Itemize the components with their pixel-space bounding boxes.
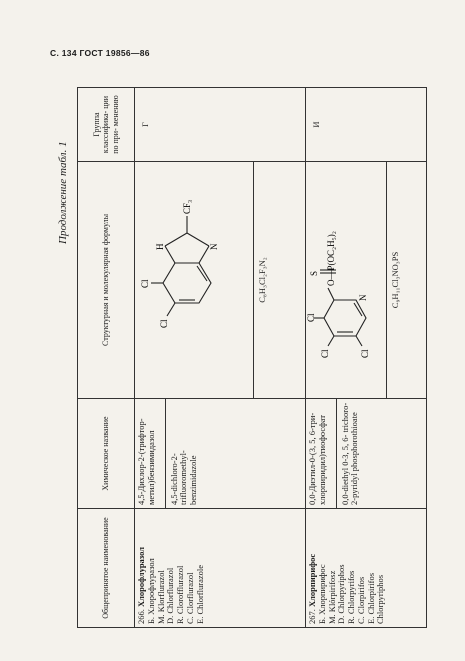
col-header-formula: Структурная и молекулярная формулы	[78, 162, 135, 399]
chem-name-en: 4,5-dichloro-2- trifluoromethyl- benzimidazole	[165, 399, 199, 508]
structure-drawing	[306, 162, 387, 398]
row-number: 266.	[136, 609, 146, 624]
synonym: М. Klórpirifosz	[326, 570, 337, 624]
group-cell: И	[306, 88, 427, 162]
compound-name: Хлорофлуразол	[136, 546, 146, 607]
table-caption: Продолжение табл. 1	[57, 141, 69, 244]
synonym: Б. Хлорпирифос	[316, 564, 327, 624]
chemical-name-cell	[306, 399, 427, 509]
chem-name-ru: 0,0-Диэтил-0-(3, 5, 6-три- хлорпиридил)тиофосфат	[307, 412, 327, 505]
synonym: Б. Хлорофлуразол	[145, 558, 156, 624]
synonym: E. Chlorflurazole	[194, 564, 205, 624]
struct-label-phosphate: O—P(OC₂H₅)₂	[326, 231, 336, 286]
compound-name: Хлорпирифос	[307, 553, 317, 607]
struct-label-cl: Cl	[159, 319, 169, 328]
col-header-common-name: Общепринятое наименование	[78, 509, 135, 628]
group-cell: Г	[135, 88, 306, 162]
chemical-name-cell	[135, 399, 306, 509]
structure-drawing	[135, 162, 254, 398]
compound-table	[77, 87, 427, 628]
struct-label-cf3: CF₃	[182, 199, 192, 214]
synonym: C. Clorflurazol	[184, 572, 195, 624]
benzimidazole-structure	[135, 168, 253, 398]
synonym: Chlorpyriphos	[375, 574, 386, 624]
chem-name-en: 0,0-diethyl 0-3, 5, 6- trichoro-2-pyridyl phosphorothioate	[336, 399, 361, 508]
structure-cell	[306, 162, 427, 399]
col-header-chemical-name: Химическое название	[78, 399, 135, 509]
rotated-table-page	[49, 68, 429, 628]
synonym: R. Clorofflurazol	[175, 565, 186, 624]
table-row	[306, 88, 427, 628]
structure-cell	[135, 162, 306, 399]
struct-label-h: H	[155, 243, 165, 250]
pyridine-structure	[306, 168, 386, 398]
synonym: R. Chlorpyrifos	[346, 570, 357, 624]
table-row	[135, 88, 306, 628]
synonym: D. Chlorpyriphos	[336, 564, 347, 624]
synonym: C. Clorpirifos	[355, 576, 366, 624]
molecular-formula: C₈H₃Cl₂F₃N₂	[257, 257, 267, 303]
struct-label-n: N	[358, 294, 368, 301]
col-header-group: Группа классифика- ции по при- менению	[78, 88, 135, 162]
page-header: С. 134 ГОСТ 19856—86	[50, 48, 150, 58]
molecular-formula: C₉H₁₁Cl₃NO₃PS	[390, 251, 400, 309]
synonym: E. Chlorpirifos	[365, 573, 376, 624]
common-name-cell	[306, 509, 427, 628]
common-name-cell	[135, 509, 306, 628]
struct-label-n: N	[209, 243, 219, 250]
struct-label-cl: Cl	[140, 279, 150, 288]
struct-label-cl: Cl	[320, 349, 330, 358]
synonym: D. Chlorflurazol	[165, 567, 176, 624]
row-number: 267.	[307, 609, 317, 624]
struct-label-cl: Cl	[360, 349, 370, 358]
struct-label-s: S	[309, 270, 319, 276]
chem-name-ru: 4,5-Дихлор-2-(трифтор- метил)бензимидазол	[136, 418, 156, 505]
struct-label-cl: Cl	[306, 313, 316, 322]
synonym: М. Klorflurazol	[155, 570, 166, 624]
